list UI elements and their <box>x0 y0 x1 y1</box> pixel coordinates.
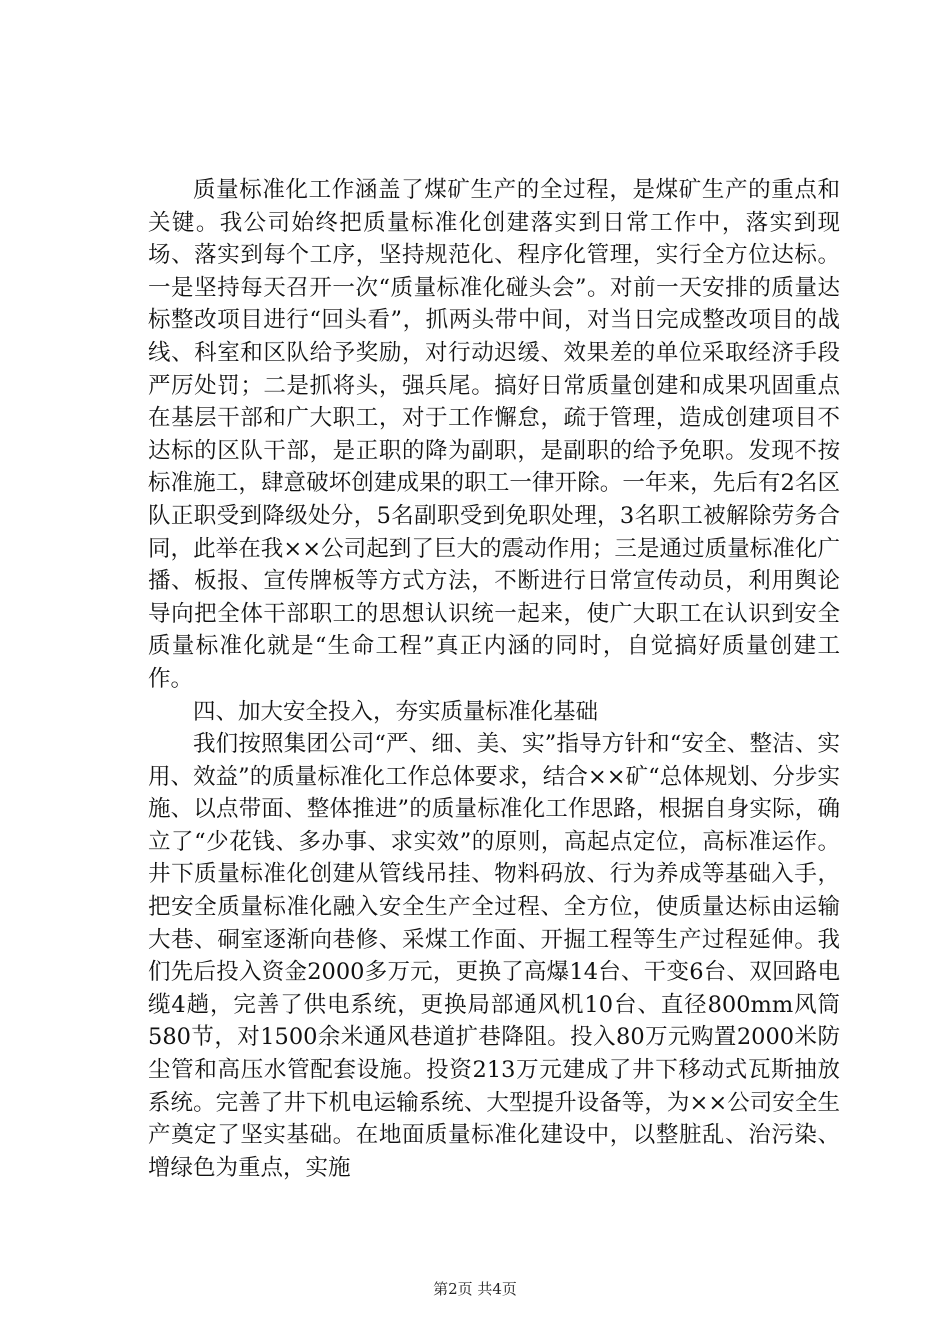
paragraph-investment: 我们按照集团公司“严、细、美、实”指导方针和“安全、整洁、实用、效益”的质量标准化工作总体要求，结合××矿“总体规划、分步实施、以点带面、整体推进”的质量标准化工作思路，根据自身实际，确立了“少花钱、多办事、求实效”的原则，高起点定位，高标准运作。井下质量标准化创建从管线吊挂、物料码放、行为养成等基础入手，把安全质量标准化融入安全生产全过程、全方位，使质量达标由运输大巷、硐室逐渐向巷修、采煤工作面、开掘工程等生产过程延伸。我们先后投入资金2000多万元，更换了高爆14台、干变6台、双回路电缆4趟，完善了供电系统，更换局部通风机10台、直径800mm风筒580节，对1500余米通风巷道扩巷降阻。投入80万元购置2000米防尘管和高压水管配套设施。投资213万元建成了井下移动式瓦斯抽放系统。完善了井下机电运输系统、大型提升设备等，为××公司安全生产奠定了坚实基础。在地面质量标准化建设中，以整脏乱、治污染、增绿色为重点，实施 <box>148 731 840 1181</box>
document-body <box>148 174 840 1184</box>
page-footer <box>0 1278 950 1299</box>
section-heading-four: 四、加大安全投入，夯实质量标准化基础 <box>193 698 599 725</box>
page-number: 第2页 共4页 <box>433 1280 517 1298</box>
paragraph-quality-work: 质量标准化工作涵盖了煤矿生产的全过程，是煤矿生产的重点和关键。我公司始终把质量标准化创建落实到日常工作中，落实到现场、落实到每个工序，坚持规范化、程序化管理，实行全方位达标。一是坚持每天召开一次“质量标准化碰头会”。对前一天安排的质量达标整改项目进行“回头看”，抓两头带中间，对当日完成整改项目的战线、科室和区队给予奖励，对行动迟缓、效果差的单位采取经济手段严厉处罚；二是抓将头，强兵尾。搞好日常质量创建和成果巩固重点在基层干部和广大职工，对于工作懈怠，疏于管理，造成创建项目不达标的区队干部，是正职的降为副职，是副职的给予免职。发现不按标准施工，肆意破坏创建成果的职工一律开除。一年来，先后有2名区队正职受到降级处分，5名副职受到免职处理，3名职工被解除劳务合同，此举在我××公司起到了巨大的震动作用；三是通过质量标准化广播、板报、宣传牌板等方式方法，不断进行日常宣传动员，利用舆论导向把全体干部职工的思想认识统一起来，使广大职工在认识到安全质量标准化就是“生命工程”真正内涵的同时，自觉搞好质量创建工作。 <box>148 177 840 692</box>
